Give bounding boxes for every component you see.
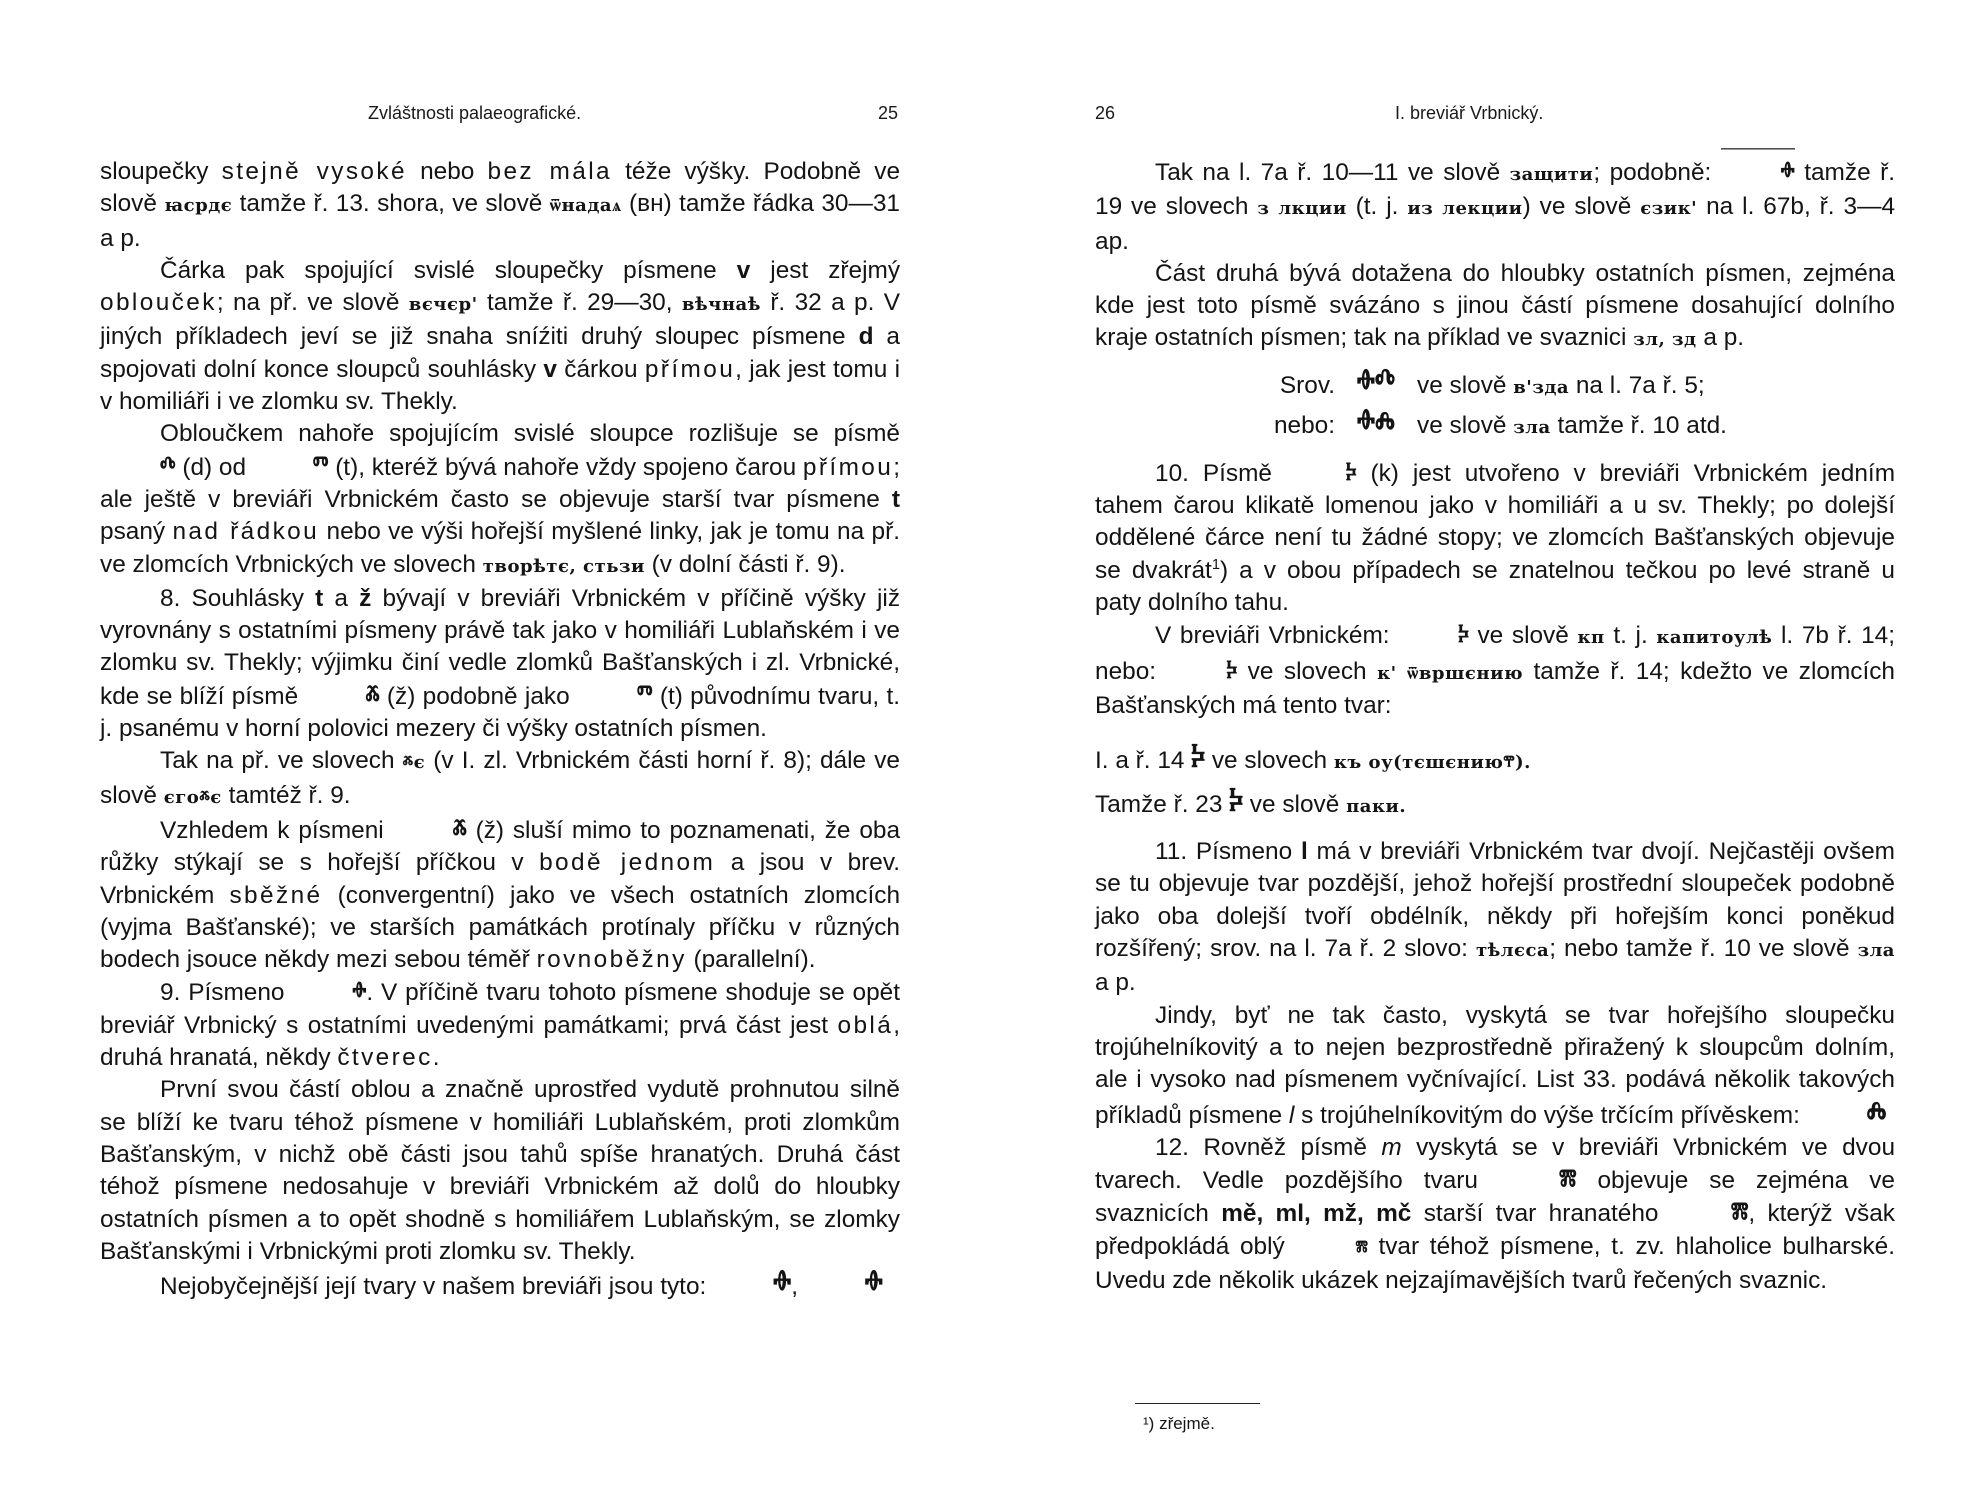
paragraph: 8. Souhlásky t a ž bývají v breviáři Vrbnickém v příčině výšky již vyrovnány s ostatními písmeny právě tak jako v homiliáři Lublaňském i ve zlomku sv. Thekly; výjimku činí vedle zlomků Bašťanských i zl. Vrbnické, kde se blíží písmě ⰶ (ž) podobně jako ⱅ (t) původnímu tvaru, t. j. psanému v horní polovici mezery či výšky ostatních písmen.	[100, 584, 901, 743]
glagolitic-m-round-glyph: ⰿ	[1355, 1236, 1368, 1262]
glagolitic-ligature-glyph: ⱚⰾ	[1357, 399, 1395, 446]
paragraph: 11. Písmeno l má v breviáři Vrbnickém tvar dvojí. Nejčastěji ovšem se tu objevuje tvar pozdější, jehož hořejší prostřední sloupeček podobně jako oba dolejší tvoří obdélník, někdy při hořejším konci poněkud rozšířený; srov. na l. 7a ř. 2 slovo: тѣлєса; nebo tamže ř. 10 ve slově зла a p.	[1095, 838, 1895, 997]
paragraph: První svou částí oblou a značně uprostřed vydutě prohnutou silně se blíží ke tvaru téhož písmene v homiliáři Lublaňském, proti zlomkům Bašťanským, v nichž obě části jsou tahů spíše hranatých. Druhá část téhož písmene nedosahuje v breviáři Vrbnickém až dolů do hloubky ostatních písmen a to opět shodně s homiliářem Lublaňským, se zlomky Bašťanskými i Vrbnickými proti zlomku sv. Thekly.	[100, 1076, 900, 1265]
glagolitic-d-glyph: ⰴ	[160, 447, 176, 485]
glagolitic-k-glyph: ⰽ	[1458, 616, 1469, 653]
paragraph: Jindy, byť ne tak často, vyskytá se tvar hořejšího sloupečku trojúhelníkovitý a to nejen bezprostředně přiražený k sloupcům dolním, ale i vysoko nad písmenem vyčnívající. List 33. podává několik takových příkladů písmene l s trojúhelníkovitým do výše trčícím přívěskem: ⰾ	[1095, 1001, 1895, 1135]
paragraph: Vzhledem k písmeni ⰶ (ž) sluší mimo to poznamenati, že oba růžky stýkají se s hořejší příčkou v bodě jednom a jsou v brev. Vrbnickém sběžné (convergentní) jako ve všech ostatních zlomcích (vyjma Bašťanské); ve starších památkách protínaly příčku v různých bodech jsouce někdy mezi sebou téměř rovnoběžny (parallelní).	[100, 811, 901, 974]
example-line: Srov. ⱚⰴ ve slově в'зда na l. 7a ř. 5;	[1095, 363, 1895, 403]
paragraph: 10. Písmě ⰽ (k) jest utvořeno v breviáři Vrbnickém jedním tahem čarou klikatě lomenou jako v homiliáři a u sv. Thekly; po dolejší oddělené čárce není tu žádné stopy; ve zlomcích Bašťanských objevuje se dvakrát$^1$) a v obou případech se znatelnou tečkou po levé straně u paty dolního tahu.	[1095, 453, 1896, 616]
paragraph: Tak na př. ve slovech ⰶє (v I. zl. Vrbnickém části horní ř. 8); dále ve slově єгоⰶє tamtéž ř. 9.	[100, 747, 900, 809]
paragraph: Obloučkem nahoře spojujícím svislé sloupce rozlišuje se písmě ⰴ (d) od ⱅ (t), kteréž bývá nahoře vždy spojeno čarou přímou; ale ještě v breviáři Vrbnickém často se objevuje starší tvar písmene t psaný nad řádkou nebo ve výši hořejší myšlené linky, jak je tomu na př. ve zlomcích Vrbnických ve slovech творѣтє, стьзи (v dolní části ř. 9).	[100, 420, 901, 578]
glagolitic-m-angular-glyph: ⰿ	[1730, 1194, 1749, 1231]
glagolitic-ot-glyph: ⱚ	[352, 973, 367, 1010]
paragraph: 12. Rovněž písmě m vyskytá se v breviáři Vrbnickém ve dvou tvarech. Vedle pozdějšího tvaru ⰿ objevuje se zejména ve svaznicích mě, ml, mž, mč starší tvar hranatého ⰿ, kterýž však předpokládá oblý ⰿ tvar téhož písmene, t. zv. hlaholice bulharské. Uvedu zde několik ukázek nejzajímavějších tvarů řečených svaznic.	[1095, 1133, 1896, 1295]
glagolitic-m-glyph: ⰿ	[1558, 1161, 1577, 1198]
paragraph: Část druhá bývá dotažena do hloubky ostatních písmen, zejména kde jest toto písmě svázáno s jinou částí písmene dosahující dolního kraje ostatních písmen; tak na příklad ve svaznici зл, зд a p.	[1095, 259, 1895, 352]
left-page	[100, 0, 900, 1500]
paragraph: V breviáři Vrbnickém: ⰽ ve slově кп t. j. капитоулѣ l. 7b ř. 14; nebo: ⰽ ve slovech к' ѿвршєнию tamže ř. 14; kdežto ve zlomcích Bašťanských má tento tvar:	[1095, 616, 1896, 719]
glagolitic-k-glyph: ⰽ	[1226, 651, 1238, 689]
left-page-header	[100, 103, 900, 131]
glagolitic-ot-glyph: ⱚ	[773, 1260, 792, 1307]
right-page-body	[1095, 153, 1896, 1297]
paragraph: Tak na l. 7a ř. 10—11 ve slově защити; podobně: ⱚ tamže ř. 19 ve slovech з лкции (t. j. из лекции) ve slově єзик' na l. 67b, ř. 3—4 ap.	[1095, 153, 1896, 255]
glagolitic-k-glyph: ⰽ	[1345, 453, 1357, 491]
example-line: I. a ř. 14 ⰽ ve slovech къ оу(тєшєниюⰹ).	[1095, 736, 1895, 780]
footnote-rule	[1135, 1403, 1260, 1404]
paragraph: 9. Písmeno ⱚ. V příčině tvaru tohoto písmene shoduje se opět breviář Vrbnický s ostatními uvedenými památkami; prvá část jest oblá, druhá hranatá, někdy čtverec.	[100, 973, 901, 1072]
glagolitic-zh-glyph: ⰶ	[365, 676, 380, 714]
paragraph: Čárka pak spojující svislé sloupečky písmene v jest zřejmý oblouček; na př. ve slově вєчєр' tamže ř. 29—30, вѣчнаѣ ř. 32 a p. V jiných příkladech jeví se již snaha sníźiti druhý sloupec písmene d a spojovati dolní konce sloupců souhlásky v čárkou přímou, jak jest tomu i v homiliáři i ve zlomku sv. Thekly.	[100, 256, 901, 416]
example-line: nebo: ⱚⰾ ve slově зла tamže ř. 10 atd.	[1095, 403, 1895, 443]
glagolitic-zh-glyph: ⰶ	[452, 811, 467, 848]
glagolitic-k-glyph: ⰽ	[1191, 734, 1206, 781]
glagolitic-l-glyph: ⰾ	[1866, 1088, 1887, 1135]
glagolitic-t-glyph: ⱅ	[636, 676, 653, 714]
glagolitic-ot-glyph: ⱚ	[1721, 152, 1795, 192]
page-number: 25	[878, 103, 899, 123]
glagolitic-k-glyph: ⰽ	[1229, 778, 1244, 825]
paragraph: Nejobyčejnější její tvary v našem breviáři jsou tyto: ⱚ, ⱚ	[160, 1260, 883, 1307]
glagolitic-ligature-glyph: ⱚⰴ	[1356, 359, 1396, 406]
running-title: Zvláštnosti palaeografické.	[368, 103, 582, 123]
example-line: Tamže ř. 23 ⰽ ve slově паки.	[1095, 780, 1895, 824]
glagolitic-ot-glyph: ⱚ	[864, 1260, 883, 1307]
right-page	[1095, 0, 1895, 1500]
footnote: ¹) zřejmě.	[1143, 1414, 1215, 1433]
running-title: I. breviář Vrbnický.	[1395, 103, 1544, 123]
page-number: 26	[1095, 103, 1116, 123]
left-page-body	[100, 156, 901, 1307]
right-page-header	[1095, 103, 1895, 131]
glagolitic-t-glyph: ⱅ	[312, 447, 329, 485]
paragraph: sloupečky stejně vysoké nebo bez mála téže výšky. Podobně ve slově ꙗсрдє tamže ř. 13. shora, ve slově ѿнадаѧ (вн) tamže řádka 30—31 a p.	[100, 158, 901, 252]
